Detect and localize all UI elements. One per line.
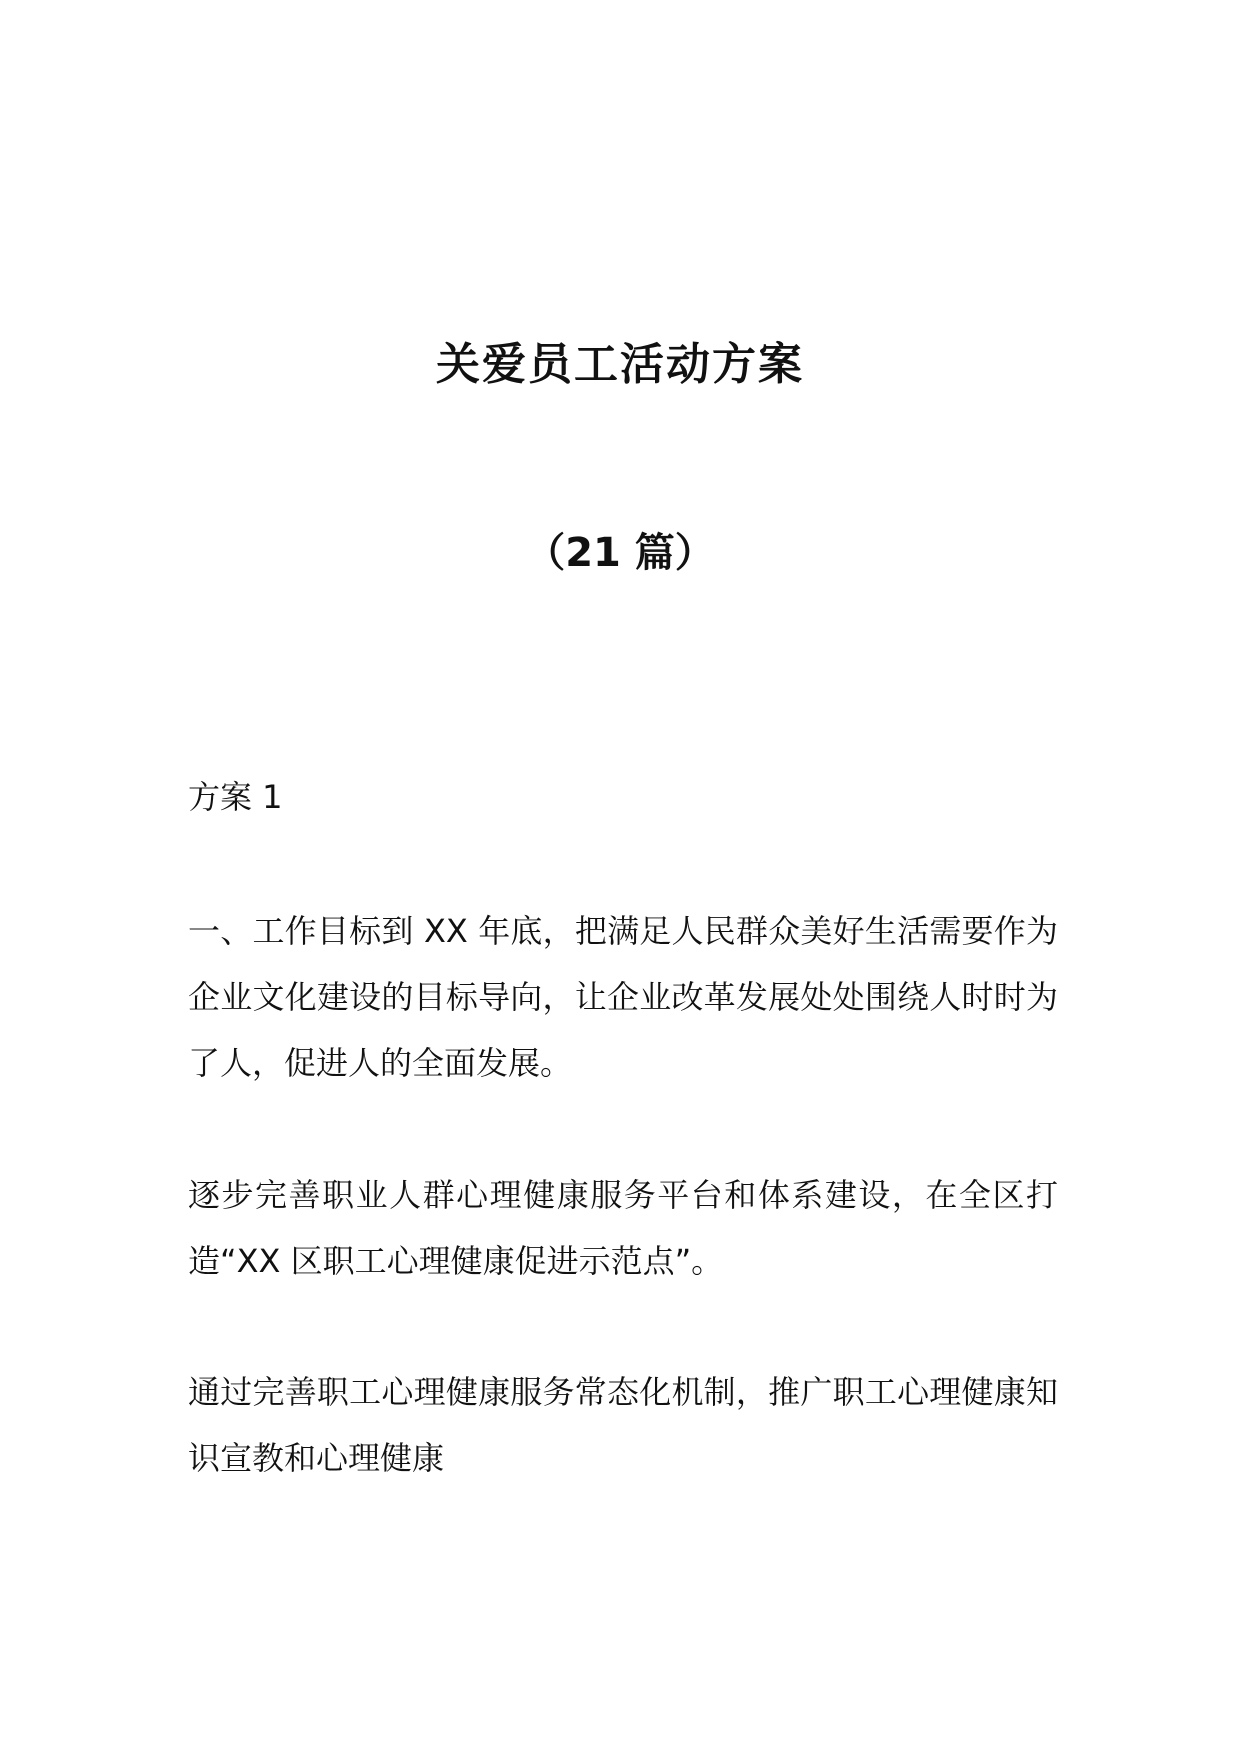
document-title: 关爱员工活动方案 bbox=[436, 339, 804, 390]
section-label: 方案 1 bbox=[188, 778, 283, 816]
document-subtitle: （21 篇） bbox=[525, 530, 715, 576]
paragraph: 通过完善职工心理健康服务常态化机制，推广职工心理健康知识宣教和心理健康 bbox=[188, 1373, 1058, 1477]
paragraph: 一、工作目标到 XX 年底，把满足人民群众美好生活需要作为企业文化建设的目标导向，让企业改革发展处处围绕人时时为了人，促进人的全面发展。 bbox=[188, 912, 1058, 1082]
paragraph: 逐步完善职业人群心理健康服务平台和体系建设，在全区打造“XX 区职工心理健康促进示范点”。 bbox=[188, 1176, 1058, 1280]
